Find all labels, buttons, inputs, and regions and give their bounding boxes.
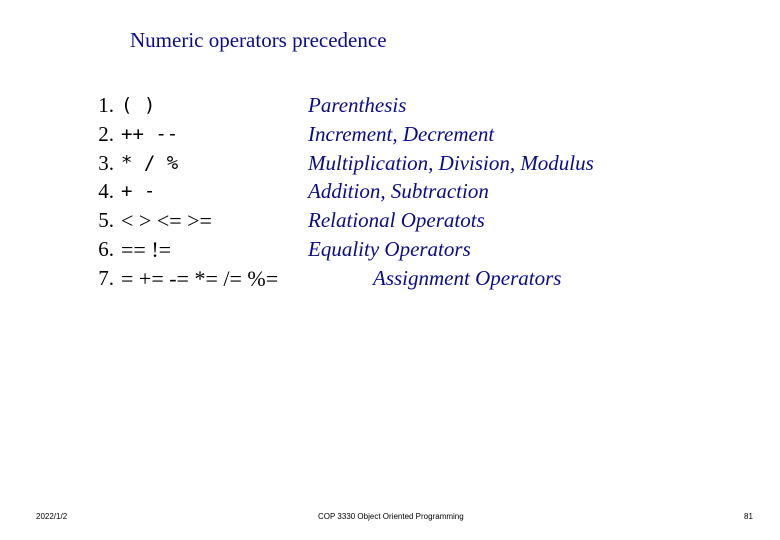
- item-number: 1.: [98, 93, 114, 117]
- item-number: 2.: [98, 122, 114, 146]
- item-number: 3.: [98, 151, 114, 175]
- item-operators: = += -= *= /= %=: [121, 266, 279, 291]
- item-description: Relational Operatots: [308, 208, 485, 232]
- item-number: 4.: [98, 179, 114, 203]
- item-description: Increment, Decrement: [308, 122, 495, 146]
- item-number: 6.: [98, 237, 114, 261]
- item-description: Equality Operators: [308, 237, 471, 261]
- item-description: Assignment Operators: [373, 266, 562, 290]
- item-description: Addition, Subtraction: [308, 179, 489, 203]
- footer-course: COP 3330 Object Oriented Programming: [318, 512, 464, 521]
- slide-title: Numeric operators precedence: [130, 28, 387, 52]
- item-operators: * / %: [121, 152, 179, 174]
- item-operators: + -: [121, 180, 156, 202]
- footer-date: 2022/1/2: [36, 512, 68, 521]
- item-description: Multiplication, Division, Modulus: [308, 151, 594, 175]
- item-number: 5.: [98, 208, 114, 232]
- item-description: Parenthesis: [308, 93, 407, 117]
- footer-page-number: 81: [744, 512, 753, 521]
- item-operators: ( ): [121, 94, 156, 116]
- item-operators: < > <= >=: [121, 208, 212, 233]
- item-number: 7.: [98, 266, 114, 290]
- item-operators: ++ --: [121, 123, 179, 145]
- item-operators: == !=: [121, 237, 172, 262]
